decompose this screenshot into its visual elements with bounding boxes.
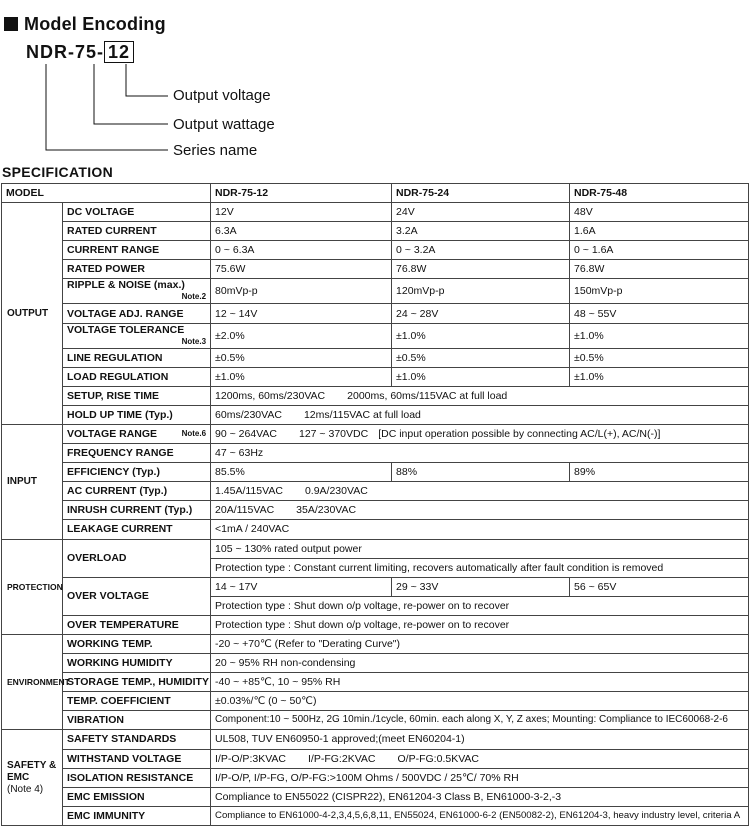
table-row — [2, 444, 749, 463]
table-row — [2, 463, 749, 482]
code-sep: - — [97, 42, 105, 62]
cell-value: 0 ~ 6.3A — [211, 241, 392, 260]
row-label: ISOLATION RESISTANCE — [63, 768, 211, 787]
category-output: OUTPUT — [2, 203, 63, 425]
row-label: EMC IMMUNITY — [63, 806, 211, 825]
vr-ac: 90 ~ 264VAC — [215, 427, 277, 440]
table-row — [2, 768, 749, 787]
table-row — [2, 348, 749, 367]
table-row — [2, 787, 749, 806]
cell-value — [211, 482, 749, 501]
cell-value: 24V — [392, 203, 570, 222]
cell-value — [211, 405, 749, 424]
cell-value: 0 ~ 3.2A — [392, 241, 570, 260]
cell-value: 85.5% — [211, 463, 392, 482]
cell-value — [211, 501, 749, 520]
cell-value: 76.8W — [392, 260, 570, 279]
cell-value: 24 ~ 28V — [392, 304, 570, 323]
wv-io: I/P-O/P:3KVAC — [215, 752, 287, 765]
cell-value — [211, 386, 749, 405]
wv-ofg: O/P-FG:0.5KVAC — [397, 752, 480, 765]
row-label: RATED CURRENT — [63, 222, 211, 241]
cell-value: 76.8W — [570, 260, 749, 279]
cat-safety: SAFETY & — [7, 759, 57, 771]
cell-value — [211, 749, 749, 768]
cell-value: 12V — [211, 203, 392, 222]
acc-230: 0.9A/230VAC — [304, 485, 368, 498]
cell-value: Compliance to EN61000-4-2,3,4,5,6,8,11, EN55024, EN61000-6-2 (EN50082-2), EN61204-3, heavy industry level, criteria A — [211, 806, 749, 825]
row-label — [63, 424, 211, 443]
table-row — [2, 304, 749, 323]
cell-value: ±2.0% — [211, 323, 392, 348]
encoding-tree-lines — [0, 0, 300, 165]
table-row — [2, 279, 749, 304]
cell-value: 80mVp-p — [211, 279, 392, 304]
code-sep: - — [68, 42, 75, 62]
cell-value: 14 ~ 17V — [211, 577, 392, 596]
cell-value: 47 ~ 63Hz — [211, 444, 749, 463]
category-input: INPUT — [2, 424, 63, 539]
cell-value: ±0.03%/℃ (0 ~ 50℃) — [211, 692, 749, 711]
cat-emc: EMC — [7, 771, 30, 783]
cell-value: 12 ~ 14V — [211, 304, 392, 323]
code-wattage: 75 — [75, 42, 98, 62]
row-label: LINE REGULATION — [63, 348, 211, 367]
row-label — [63, 323, 211, 348]
cat-note: (Note 4) — [7, 783, 44, 795]
cell-value: I/P-O/P, I/P-FG, O/P-FG:>100M Ohms / 500VDC / 25℃/ 70% RH — [211, 768, 749, 787]
row-label: EMC EMISSION — [63, 787, 211, 806]
row-label: RATED POWER — [63, 260, 211, 279]
table-row — [2, 222, 749, 241]
row-label: OVERLOAD — [63, 539, 211, 577]
category-safety-emc — [2, 730, 63, 825]
cell-value: 0 ~ 1.6A — [570, 241, 749, 260]
cell-value: ±1.0% — [211, 367, 392, 386]
row-label: CURRENT RANGE — [63, 241, 211, 260]
table-header-row — [2, 184, 749, 203]
label-series-name: Series name — [173, 142, 258, 159]
row-label-text: VOLTAGE TOLERANCE — [67, 323, 185, 336]
category-environment: ENVIRONMENT — [2, 634, 63, 729]
note-ref: Note.3 — [181, 336, 207, 346]
cell-value: 89% — [570, 463, 749, 482]
row-label: LEAKAGE CURRENT — [63, 520, 211, 539]
table-row — [2, 711, 749, 730]
cell-value: -20 ~ +70℃ (Refer to "Derating Curve") — [211, 634, 749, 653]
row-label: DC VOLTAGE — [63, 203, 211, 222]
inrush-230: 35A/230VAC — [296, 504, 357, 517]
model-encoding-title: Model Encoding — [24, 14, 166, 34]
cell-value — [211, 424, 749, 443]
table-row — [2, 386, 749, 405]
table-row — [2, 482, 749, 501]
acc-115: 1.45A/115VAC — [215, 485, 283, 498]
table-row — [2, 501, 749, 520]
cell-value: UL508, TUV EN60950-1 approved;(meet EN60204-1) — [211, 730, 749, 749]
cell-value: 105 ~ 130% rated output power — [211, 539, 749, 558]
setup-230: 1200ms, 60ms/230VAC — [215, 389, 326, 402]
row-label: SAFETY STANDARDS — [63, 730, 211, 749]
table-row — [2, 405, 749, 424]
row-label: WORKING TEMP. — [63, 634, 211, 653]
series-connector — [46, 64, 168, 150]
row-label: TEMP. COEFFICIENT — [63, 692, 211, 711]
row-label: FREQUENCY RANGE — [63, 444, 211, 463]
label-output-voltage: Output voltage — [173, 87, 271, 104]
code-voltage: 12 — [104, 41, 134, 63]
wv-ifg: I/P-FG:2KVAC — [308, 752, 376, 765]
row-label: OVER VOLTAGE — [63, 577, 211, 615]
table-row — [2, 577, 749, 596]
row-label: SETUP, RISE TIME — [63, 386, 211, 405]
cell-value: 75.6W — [211, 260, 392, 279]
row-label: WORKING HUMIDITY — [63, 654, 211, 673]
table-row — [2, 654, 749, 673]
table-row — [2, 241, 749, 260]
table-row — [2, 749, 749, 768]
table-row — [2, 539, 749, 558]
inrush-115: 20A/115VAC — [215, 504, 275, 517]
table-row — [2, 692, 749, 711]
table-row — [2, 673, 749, 692]
note-ref: Note.2 — [181, 292, 207, 302]
cell-value: ±0.5% — [392, 348, 570, 367]
cell-value: 150mVp-p — [570, 279, 749, 304]
cell-value: 6.3A — [211, 222, 392, 241]
cell-value: 29 ~ 33V — [392, 577, 570, 596]
cell-value: Protection type : Shut down o/p voltage, re-power on to recover — [211, 596, 749, 615]
cell-value: <1mA / 240VAC — [211, 520, 749, 539]
table-row — [2, 424, 749, 443]
row-label-text: RIPPLE & NOISE (max.) — [67, 279, 185, 292]
setup-115: 2000ms, 60ms/115VAC at full load — [347, 389, 508, 402]
row-label: OVER TEMPERATURE — [63, 615, 211, 634]
cell-value: ±1.0% — [392, 323, 570, 348]
category-protection: PROTECTION — [2, 539, 63, 634]
cell-value: ±0.5% — [211, 348, 392, 367]
cell-value: ±0.5% — [570, 348, 749, 367]
row-label-text: VOLTAGE RANGE — [67, 427, 158, 440]
table-row — [2, 323, 749, 348]
row-label: VIBRATION — [63, 711, 211, 730]
row-label: HOLD UP TIME (Typ.) — [63, 405, 211, 424]
vr-dc: 127 ~ 370VDC — [299, 427, 369, 440]
table-row — [2, 730, 749, 749]
row-label — [63, 279, 211, 304]
cell-value: Protection type : Constant current limiting, recovers automatically after fault condition is removed — [211, 558, 749, 577]
cell-value: Protection type : Shut down o/p voltage, re-power on to recover — [211, 615, 749, 634]
header-model: MODEL — [2, 184, 211, 203]
hold-230: 60ms/230VAC — [215, 408, 282, 421]
cell-value: 1.6A — [570, 222, 749, 241]
row-label: STORAGE TEMP., HUMIDITY — [63, 673, 211, 692]
row-label: EFFICIENCY (Typ.) — [63, 463, 211, 482]
header-model-24: NDR-75-24 — [392, 184, 570, 203]
specification-table — [1, 183, 749, 826]
cell-value: -40 ~ +85℃, 10 ~ 95% RH — [211, 673, 749, 692]
cell-value: 88% — [392, 463, 570, 482]
cell-value: ±1.0% — [570, 367, 749, 386]
cell-value: Compliance to EN55022 (CISPR22), EN61204-3 Class B, EN61000-3-2,-3 — [211, 787, 749, 806]
label-output-wattage: Output wattage — [173, 116, 275, 133]
vr-note-text: [DC input operation possible by connecting AC/L(+), AC/N(-)] — [378, 427, 661, 440]
header-model-12: NDR-75-12 — [211, 184, 392, 203]
row-label: VOLTAGE ADJ. RANGE — [63, 304, 211, 323]
note-ref: Note.6 — [181, 428, 207, 438]
code-series: NDR — [26, 42, 68, 62]
voltage-connector — [126, 64, 168, 96]
cell-value: 120mVp-p — [392, 279, 570, 304]
table-row — [2, 615, 749, 634]
table-row — [2, 203, 749, 222]
row-label: WITHSTAND VOLTAGE — [63, 749, 211, 768]
table-row — [2, 367, 749, 386]
cell-value: 56 ~ 65V — [570, 577, 749, 596]
cell-value: 48 ~ 55V — [570, 304, 749, 323]
table-row — [2, 634, 749, 653]
cell-value: ±1.0% — [570, 323, 749, 348]
cell-value: ±1.0% — [392, 367, 570, 386]
table-row — [2, 520, 749, 539]
wattage-connector — [94, 64, 168, 124]
hold-115: 12ms/115VAC at full load — [303, 408, 421, 421]
row-label: LOAD REGULATION — [63, 367, 211, 386]
cell-value: Component:10 ~ 500Hz, 2G 10min./1cycle, 60min. each along X, Y, Z axes; Mounting: Compliance to IEC60068-2-6 — [211, 711, 749, 730]
row-label: INRUSH CURRENT (Typ.) — [63, 501, 211, 520]
specification-title: SPECIFICATION — [2, 164, 113, 180]
table-row — [2, 806, 749, 825]
header-model-48: NDR-75-48 — [570, 184, 749, 203]
cell-value: 48V — [570, 203, 749, 222]
table-row — [2, 260, 749, 279]
cell-value: 20 ~ 95% RH non-condensing — [211, 654, 749, 673]
row-label: AC CURRENT (Typ.) — [63, 482, 211, 501]
cell-value: 3.2A — [392, 222, 570, 241]
